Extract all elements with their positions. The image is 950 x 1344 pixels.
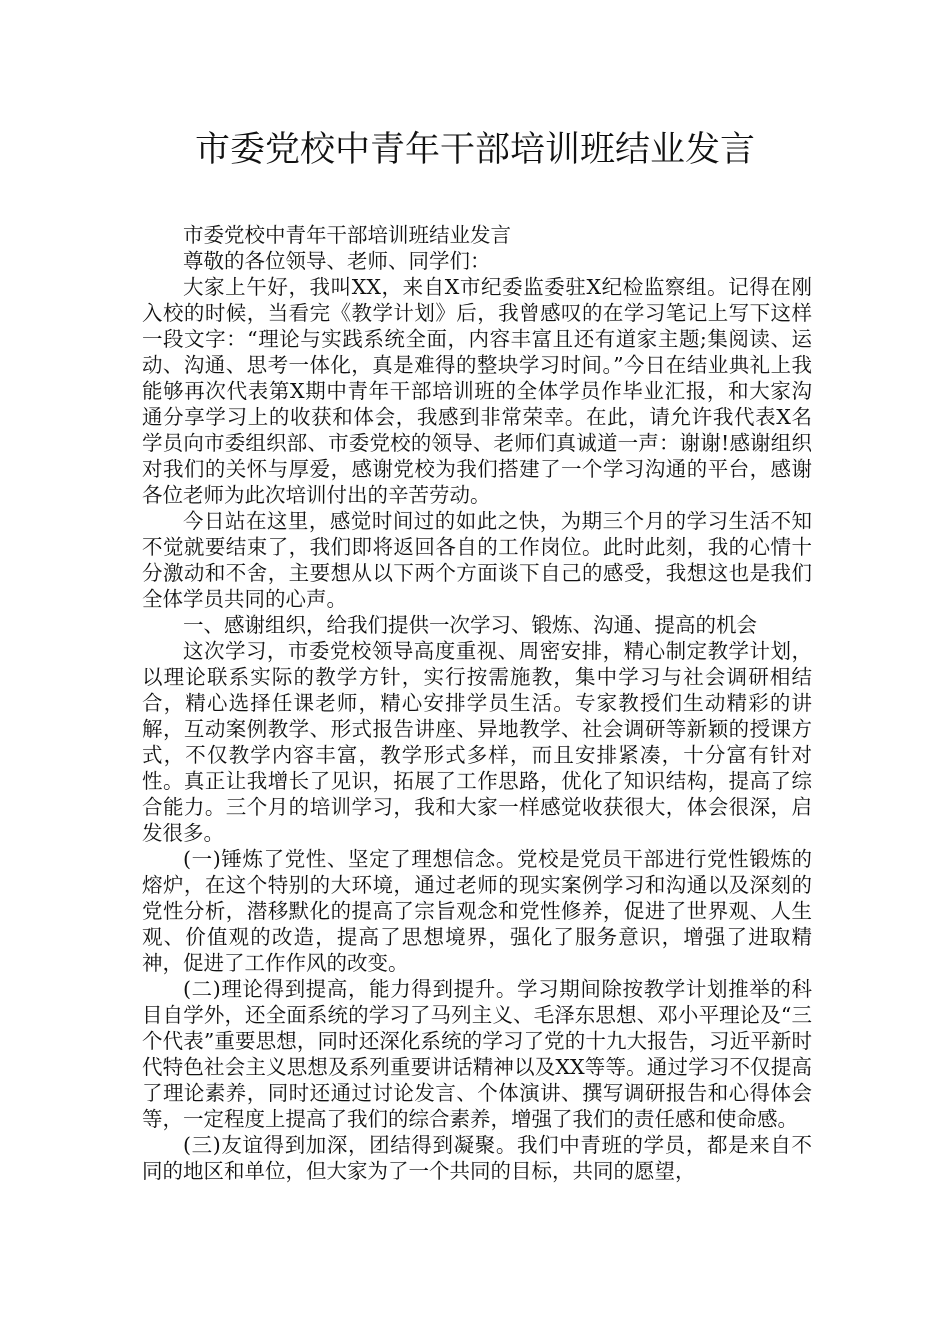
section-heading-1: 一、感谢组织，给我们提供一次学习、锻炼、沟通、提高的机会 [183, 613, 757, 637]
paragraph-study-overview: 这次学习，市委党校领导高度重视、周密安排，精心制定教学计划，以理论联系实际的教学方针，实行按需施教，集中学习与社会调研相结合，精心选择任课老师，精心安排学员生活。专家教授们生动精彩的讲解，互动案例教学、形式报告讲座、异地教学、社会调研等新颖的授课方式，不仅教学内容丰富，教学形式多样，而且安排紧凑，十分富有针对性。真正让我增长了见识，拓展了工作思路，优化了知识结构，提高了综合能力。三个月的培训学习，我和大家一样感觉收获很大，体会很深，启发很多。 [142, 639, 812, 845]
document-title: 市委党校中青年干部培训班结业发言 [194, 130, 755, 170]
paragraph-point-2: (二)理论得到提高，能力得到提升。学习期间除按教学计划推举的科目自学外，还全面系统的学习了马列主义、毛泽东思想、邓小平理论及“三个代表”重要思想，同时还深化系统的学习了党的十九大报告，习近平新时代特色社会主义思想及系列重要讲话精神以及XX等等。通过学习不仅提高了理论素养，同时还通过讨论发言、个体演讲、撰写调研报告和心得体会等，一定程度上提高了我们的综合素养，增强了我们的责任感和使命感。 [142, 977, 812, 1131]
paragraph-heading-repeat: 市委党校中青年干部培训班结业发言 [183, 223, 511, 247]
document-body [142, 222, 812, 1184]
paragraph-salutation: 尊敬的各位领导、老师、同学们： [183, 249, 491, 273]
paragraph-intro: 大家上午好，我叫XX，来自X市纪委监委驻X纪检监察组。记得在刚入校的时候，当看完《教学计划》后，我曾感叹的在学习笔记上写下这样一段文字：“理论与实践系统全面，内容丰富且还有道家主题;集阅读、运动、沟通、思考一体化，真是难得的整块学习时间。”今日在结业典礼上我能够再次代表第X期中青年干部培训班的全体学员作毕业汇报，和大家沟通分享学习上的收获和体会，我感到非常荣幸。在此，请允许我代表X名学员向市委组织部、市委党校的领导、老师们真诚道一声：谢谢!感谢组织对我们的关怀与厚爱，感谢党校为我们搭建了一个学习沟通的平台，感谢各位老师为此次培训付出的辛苦劳动。 [142, 275, 812, 507]
paragraph-point-3: (三)友谊得到加深，团结得到凝聚。我们中青班的学员，都是来自不同的地区和单位，但大家为了一个共同的目标，共同的愿望， [142, 1133, 812, 1183]
paragraph-point-1: (一)锤炼了党性、坚定了理想信念。党校是党员干部进行党性锻炼的熔炉，在这个特别的大环境，通过老师的现实案例学习和沟通以及深刻的党性分析，潜移默化的提高了宗旨观念和党性修养，促进了世界观、人生观、价值观的改造，提高了思想境界，强化了服务意识，增强了进取精神，促进了工作作风的改变。 [142, 847, 812, 975]
paragraph-feelings: 今日站在这里，感觉时间过的如此之快，为期三个月的学习生活不知不觉就要结束了，我们即将返回各自的工作岗位。此时此刻，我的心情十分激动和不舍，主要想从以下两个方面谈下自己的感受，我想这也是我们全体学员共同的心声。 [142, 509, 812, 611]
